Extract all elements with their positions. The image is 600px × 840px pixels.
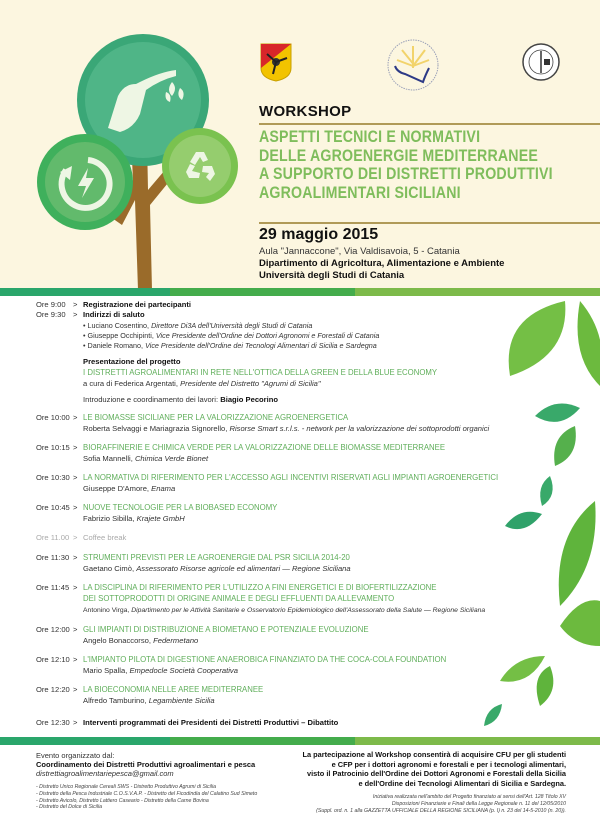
speaker-affiliation: Legambiente Sicilia <box>148 696 215 705</box>
speaker-affiliation: Assessorato Risorse agricole ed alimentari — Regione Siciliana <box>136 564 351 573</box>
break-label: Coffee break <box>83 533 127 542</box>
time: Ore 12:30 <box>36 718 70 727</box>
leaf-icon <box>554 426 576 466</box>
speaker-role: Direttore Di3A dell'Università degli Studi di Catania <box>151 321 313 330</box>
time: Ore 10:45 <box>36 503 70 512</box>
leaf-icon <box>559 501 596 606</box>
organizer-info <box>36 751 257 811</box>
time: Ore 11:30 <box>36 553 70 562</box>
coordinator-name: Biagio Pecorino <box>220 395 279 404</box>
organized-by-label: Evento organizzato dal: <box>36 751 115 760</box>
speaker-role: Vice Presidente dell'Ordine dei Dottori Agronomi e Forestali di Catania <box>155 331 380 340</box>
speaker-role: Presidente del Distretto "Agrumi di Sicilia" <box>180 379 321 388</box>
color-stripe <box>0 737 600 745</box>
event-date: 29 maggio 2015 <box>259 226 379 243</box>
time: Ore 12:20 <box>36 685 70 694</box>
title-line: AGROALIMENTARI SICILIANI <box>259 183 461 202</box>
legal-line: (Suppl. ord. n. 1 alla GAZZETTA UFFICIALE DELLA REGIONE SICILIANA (p. I) n. 23 del 14-5-2010 (n. 20)). <box>316 807 566 814</box>
speaker-affiliation: Dipartimento per le Attività Sanitarie e Osservatorio Epidemiologico dell'Assessorato della Salute — Regione Siciliana <box>131 607 486 614</box>
speaker-name: Daniele Romano, <box>87 341 144 350</box>
arrow-icon: > <box>73 583 78 592</box>
arrow-icon: > <box>73 533 78 542</box>
item-title: Interventi programmati dei Presidenti dei Distretti Produttivi – Dibattito <box>83 718 339 727</box>
session-title: GLI IMPIANTI DI DISTRIBUZIONE A BIOMETANO E POTENZIALE EVOLUZIONE <box>83 625 369 634</box>
greeting-item: • Luciano Cosentino, Direttore Di3A dell'Università degli Studi di Catania <box>83 321 313 330</box>
speaker-affiliation: Risorse Smart s.r.l.s. - network per la valorizzazione dei sottoprodotti organici <box>229 424 490 433</box>
header-divider <box>259 222 600 224</box>
legal-line: Disposizioni Finanziarie e Finali della Legge Regionale n. 11 del 12/05/2010 <box>391 800 566 807</box>
speaker-affiliation: Chimica Verde Bionet <box>134 454 209 463</box>
cfp-line: e CFP per i dottori agronomi e forestali e per i tecnologi alimentari, <box>331 759 566 769</box>
arrow-icon: > <box>73 300 78 309</box>
item-title: Indirizzi di saluto <box>83 310 145 319</box>
arrow-icon: > <box>73 685 78 694</box>
district-item: - Distretto della Pesca Industriale C.O.S.V.A.P. - Distretto del Ficodindia del Calatino Sud Simeto <box>36 790 258 797</box>
speaker-name: Alfredo Tamburino, <box>83 696 147 705</box>
university: Università degli Studi di Catania <box>259 270 405 281</box>
leaf-icon <box>540 476 552 506</box>
time: Ore 10:15 <box>36 443 70 452</box>
leaf-icon <box>505 512 542 529</box>
district-item: - Distretto Avicolo, Distretto Lattiero Caseario - Distretto della Carne Bovina <box>36 797 209 804</box>
speaker-name: Roberta Selvaggi e Mariagrazia Signorello, <box>83 424 228 433</box>
event-venue: Aula "Jannaccone", Via Valdisavoia, 5 - Catania <box>259 246 460 257</box>
heading-text: Presentazione del progetto <box>83 357 181 366</box>
speaker-name: Angelo Bonaccorso, <box>83 636 151 645</box>
arrow-icon: > <box>73 625 78 634</box>
arrow-icon: > <box>73 413 78 422</box>
title-line: A SUPPORTO DEI DISTRETTI PRODUTTIVI <box>259 165 553 183</box>
time: Ore 10:30 <box>36 473 70 482</box>
header-divider <box>259 123 600 125</box>
title-line: ASPETTI TECNICI E NORMATIVI <box>259 128 481 146</box>
legal-line: Iniziativa realizzata nell'ambito del Progetto finanziato ai sensi dell'Art. 128 Titolo XV <box>372 794 566 800</box>
speaker-name: Luciano Cosentino, <box>87 321 150 330</box>
arrow-icon: > <box>73 655 78 664</box>
speaker-name: Giuseppe D'Amore, <box>83 484 150 493</box>
time: Ore 11:45 <box>36 583 70 592</box>
speaker-name: Giuseppe Occhipinti, <box>87 331 154 340</box>
unict-seal-logo <box>521 42 561 82</box>
leaf-icon <box>535 404 580 422</box>
distretti-sun-logo <box>383 38 443 93</box>
time: Ore 9:30 <box>36 310 66 319</box>
time: Ore 12:10 <box>36 655 70 664</box>
leaf-icon <box>484 704 502 726</box>
credits-info <box>266 750 566 814</box>
time: Ore 9:00 <box>36 300 66 309</box>
time: Ore 11.00 <box>36 533 70 542</box>
session-title: LE BIOMASSE SICILIANE PER LA VALORIZZAZIONE AGROENERGETICA <box>83 413 349 422</box>
time: Ore 12:00 <box>36 625 70 634</box>
arrow-icon: > <box>73 310 78 319</box>
arrow-icon: > <box>73 503 78 512</box>
leaves-decoration <box>460 296 600 736</box>
energy-circle <box>37 134 133 230</box>
session-title: DEI SOTTOPRODOTTI DI ORIGINE ANIMALE E DEGLI EFFLUENTI DA ALLEVAMENTO <box>83 594 395 603</box>
speaker-affiliation: Federmetano <box>153 636 199 645</box>
department: Dipartimento di Agricoltura, Alimentazione e Ambiente <box>259 258 505 269</box>
arrow-icon: > <box>73 718 78 727</box>
district-item: - Distretto Unico Regionale Cereali SWS - Distretto Produttivo Agrumi di Sicilia <box>36 784 216 790</box>
greeting-item: • Giuseppe Occhipinti, Vice Presidente dell'Ordine dei Dottori Agronomi e Forestali di Catania <box>83 331 380 340</box>
arrow-icon: > <box>73 553 78 562</box>
cfp-line: La partecipazione al Workshop consentirà di acquisire CFU per gli studenti <box>302 750 566 759</box>
item-title: Registrazione dei partecipanti <box>83 300 192 309</box>
speaker-affiliation: Krajete GmbH <box>136 514 185 523</box>
workshop-label: WORKSHOP <box>259 103 352 120</box>
district-item: - Distretto del Dolce di Sicilia <box>36 804 103 811</box>
speaker-name: a cura di Federica Argentati, <box>83 379 178 388</box>
event-title <box>259 128 599 202</box>
speaker-name: Mario Spalla, <box>83 666 128 675</box>
tree-illustration <box>0 0 250 290</box>
speaker-affiliation: Empedocle Società Cooperativa <box>129 666 238 675</box>
intro-label: Introduzione e coordinamento dei lavori: <box>83 395 219 404</box>
session-title: BIORAFFINERIE E CHIMICA VERDE PER LA VALORIZZAZIONE DELLE BIOMASSE MEDITERRANEE <box>83 443 446 452</box>
speaker-name: Antonino Virga, <box>83 607 130 614</box>
color-stripe <box>0 288 600 296</box>
arrow-icon: > <box>73 473 78 482</box>
speaker-name: Fabrizio Sibilla, <box>83 514 135 523</box>
districts-list <box>36 784 257 811</box>
header <box>0 0 600 288</box>
speaker-role: Vice Presidente dell'Ordine dei Tecnologi Alimentari di Sicilia e Sardegna <box>145 341 377 350</box>
organizer-name: Coordinamento dei Distretti Produttivi agroalimentari e pesca <box>36 760 256 769</box>
title-line: DELLE AGROENERGIE MEDITERRANEE <box>259 146 539 165</box>
speaker-name: Sofia Mannelli, <box>83 454 133 463</box>
leaf-icon <box>560 600 600 646</box>
session-title: NUOVE TECNOLOGIE PER LA BIOBASED ECONOMY <box>83 503 278 512</box>
session-title: STRUMENTI PREVISTI PER LE AGROENERGIE DAL PSR SICILIA 2014-20 <box>83 553 350 562</box>
recycle-circle <box>162 128 238 204</box>
session-title: L'IMPIANTO PILOTA DI DIGESTIONE ANAEROBICA FINANZIATO DA THE COCA-COLA FOUNDATION <box>83 655 447 664</box>
speaker-affiliation: Enama <box>151 484 176 493</box>
regione-sicilia-logo <box>259 42 293 82</box>
greeting-item: • Daniele Romano, Vice Presidente dell'Ordine dei Tecnologi Alimentari di Sicilia e Sardegna <box>83 341 377 350</box>
time: Ore 10:00 <box>36 413 70 422</box>
session-title: LA NORMATIVA DI RIFERIMENTO PER L'ACCESSO AGLI INCENTIVI RISERVATI AGLI IMPIANTI AGROENERGETICI <box>83 473 499 482</box>
speaker-name: Gaetano Cimò, <box>83 564 135 573</box>
cfp-line: e dell'Ordine dei Tecnologi Alimentari di Sicilia e Sardegna. <box>358 778 566 788</box>
session-title: LA DISCIPLINA DI RIFERIMENTO PER L'UTILIZZO A FINI ENERGETICI E DI BIOFERTILIZZAZIONE <box>83 583 437 592</box>
session-title: LA BIOECONOMIA NELLE AREE MEDITERRANEE <box>83 685 264 694</box>
leaf-icon <box>537 666 554 706</box>
legal-notice <box>266 794 566 814</box>
session-title: I DISTRETTI AGROALIMENTARI IN RETE NELL'OTTICA DELLA GREEN E DELLA BLUE ECONOMY <box>83 368 438 377</box>
organizer-email[interactable]: distrettiagroalimentariepesca@gmail.com <box>36 769 174 778</box>
cfp-line: visto il Patrocinio dell'Ordine dei Dottori Agronomi e Forestali della Sicilia <box>307 769 566 778</box>
leaf-icon <box>500 656 545 682</box>
arrow-icon: > <box>73 443 78 452</box>
leaf-icon <box>578 301 600 386</box>
leaf-icon <box>509 301 566 376</box>
cfp-notice <box>266 750 566 788</box>
